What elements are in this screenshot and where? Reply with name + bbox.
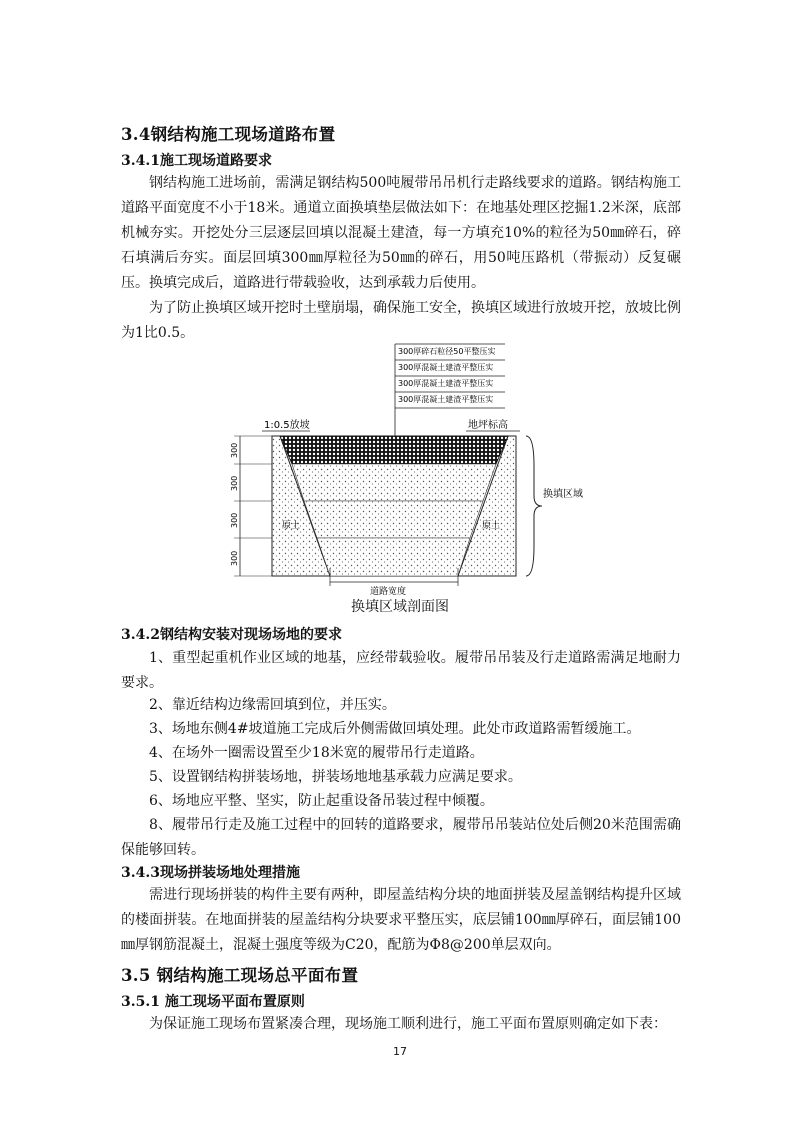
layer-label-1: 300厚碎石粒径50平整压实 xyxy=(398,347,496,356)
section-3-5-title: 3.5 钢结构施工现场总平面布置 xyxy=(121,966,359,985)
list-item-5: 5、设置钢结构拼装场地，拼装场地地基承载力应满足要求。 xyxy=(149,769,522,785)
paragraph-road-requirements: 钢结构施工进场前，需满足钢结构500吨履带吊吊机行走路线要求的道路。钢结构施工道路平面宽度不小于18米。通道立面换填垫层做法如下：在地基处理区挖掘1.2米深，底部机械夯实。开挖处分三层逐层回填以混凝土建渣，每一方填充10%的粒径为50㎜碎石，碎石填满后夯实。面层回填300㎜厚粒径为50㎜的碎石，用50吨压路机（带振动）反复碾压。换填完成后，道路进行带载验收，达到承载力后使用。 xyxy=(121,175,681,291)
zone-brace xyxy=(526,436,542,576)
layer-label-3: 300厚混凝土建渣平整压实 xyxy=(398,379,494,388)
figure-caption: 换填区域剖面图 xyxy=(351,599,449,615)
list-item-2: 2、靠近结构边缘需回填到位，并压实。 xyxy=(149,697,396,713)
list-item-8: 8、履带吊行走及施工过程中的回转的道路要求，履带吊吊装站位处后侧20米范围需确保能够回转。 xyxy=(121,817,681,858)
zone-label: 换填区域 xyxy=(543,489,583,500)
page-number: 17 xyxy=(393,1045,407,1058)
paragraph-assembly-site: 需进行现场拼装的构件主要有两种，即屋盖结构分块的地面拼装及屋盖钢结构提升区域的楼面拼装。在地面拼装的屋盖结构分块要求平整压实，底层铺100㎜厚碎石，面层铺100㎜厚钢筋混凝土，混凝土强度等级为C20，配筋为Φ8@200单层双向。 xyxy=(121,887,681,953)
debris-layer-2 xyxy=(304,501,483,538)
list-item-4: 4、在场外一圈需设置至少18米宽的履带吊行走道路。 xyxy=(149,745,484,761)
debris-layer-1 xyxy=(292,464,496,501)
layer-label-4: 300厚混凝土建渣平整压实 xyxy=(398,395,494,404)
backfill-section-diagram xyxy=(200,336,620,596)
section-3-4-2-title: 3.4.2钢结构安装对现场场地的要求 xyxy=(121,627,342,643)
dimension-lines xyxy=(230,436,272,576)
dim-label-4: 300 xyxy=(230,550,239,566)
section-3-4-title: 3.4钢结构施工现场道路布置 xyxy=(121,125,336,144)
dim-label-1: 300 xyxy=(230,442,239,458)
section-3-4-3-title: 3.4.3现场拼装场地处理措施 xyxy=(121,865,300,881)
list-item-6: 6、场地应平整、坚实，防止起重设备吊装过程中倾覆。 xyxy=(149,793,494,809)
dim-label-2: 300 xyxy=(230,475,239,491)
list-item-3: 3、场地东侧4#坡道施工完成后外侧需做回填处理。此处市政道路需暂缓施工。 xyxy=(149,721,641,737)
section-3-4-1-title: 3.4.1施工现场道路要求 xyxy=(121,153,272,169)
soil-label-left: 原土 xyxy=(282,521,301,531)
dim-label-3: 300 xyxy=(230,512,239,528)
paragraph-slope-excavation: 为了防止换填区域开挖时土壁崩塌，确保施工安全，换填区域进行放坡开挖，放坡比例为1比0.5。 xyxy=(121,300,681,341)
list-item-1: 1、重型起重机作业区域的地基，应经带载验收。履带吊吊装及行走道路需满足地耐力要求。 xyxy=(121,650,681,691)
layer-label-2: 300厚混凝土建渣平整压实 xyxy=(398,363,494,372)
slope-label-left: 1:0.5放坡 xyxy=(264,420,310,431)
gravel-top-layer xyxy=(280,436,508,464)
paragraph-layout-principles: 为保证施工现场布置紧凑合理，现场施工顺利进行，施工平面布置原则确定如下表： xyxy=(149,1016,667,1032)
section-3-5-1-title: 3.5.1 施工现场平面布置原则 xyxy=(121,994,305,1010)
soil-label-right: 原土 xyxy=(482,521,501,531)
debris-layer-3 xyxy=(317,538,470,576)
slope-label-right: 地坪标高 xyxy=(468,420,508,431)
road-width-label: 道路宽度 xyxy=(370,587,407,596)
